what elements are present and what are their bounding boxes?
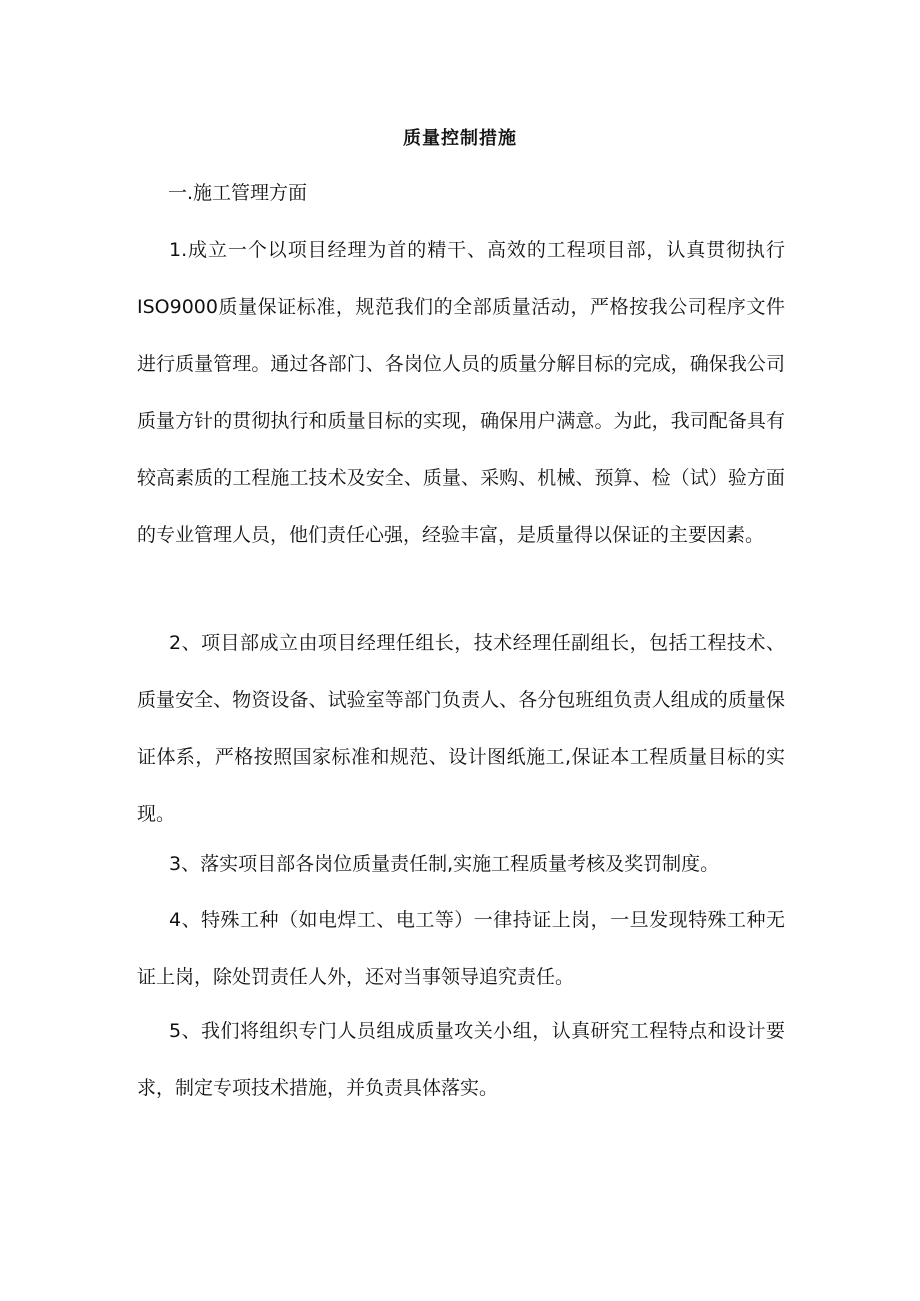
paragraph-5: 5、我们将组织专门人员组成质量攻关小组，认真研究工程特点和设计要求，制定专项技术措施，并负责具体落实。 <box>137 1020 785 1099</box>
document-title: 质量控制措施 <box>403 128 517 149</box>
section-heading: 一.施工管理方面 <box>168 182 308 204</box>
paragraph-1: 1.成立一个以项目经理为首的精干、高效的工程项目部，认真贯彻执行ISO9000质量保证标准，规范我们的全部质量活动，严格按我公司程序文件进行质量管理。通过各部门、各岗位人员的质量分解目标的完成，确保我公司质量方针的贯彻执行和质量目标的实现，确保用户满意。为此，我司配备具有较高素质的工程施工技术及安全、质量、采购、机械、预算、检（试）验方面的专业管理人员，他们责任心强，经验丰富，是质量得以保证的主要因素。 <box>137 239 785 546</box>
paragraph-4: 4、特殊工种（如电焊工、电工等）一律持证上岗，一旦发现特殊工种无证上岗，除处罚责任人外，还对当事领导追究责任。 <box>137 909 785 988</box>
paragraph-3: 3、落实项目部各岗位质量责任制,实施工程质量考核及奖罚制度。 <box>169 853 720 875</box>
paragraph-2: 2、项目部成立由项目经理任组长，技术经理任副组长，包括工程技术、质量安全、物资设备、试验室等部门负责人、各分包班组负责人组成的质量保证体系，严格按照国家标准和规范、设计图纸施工,保证本工程质量目标的实现。 <box>137 632 785 825</box>
